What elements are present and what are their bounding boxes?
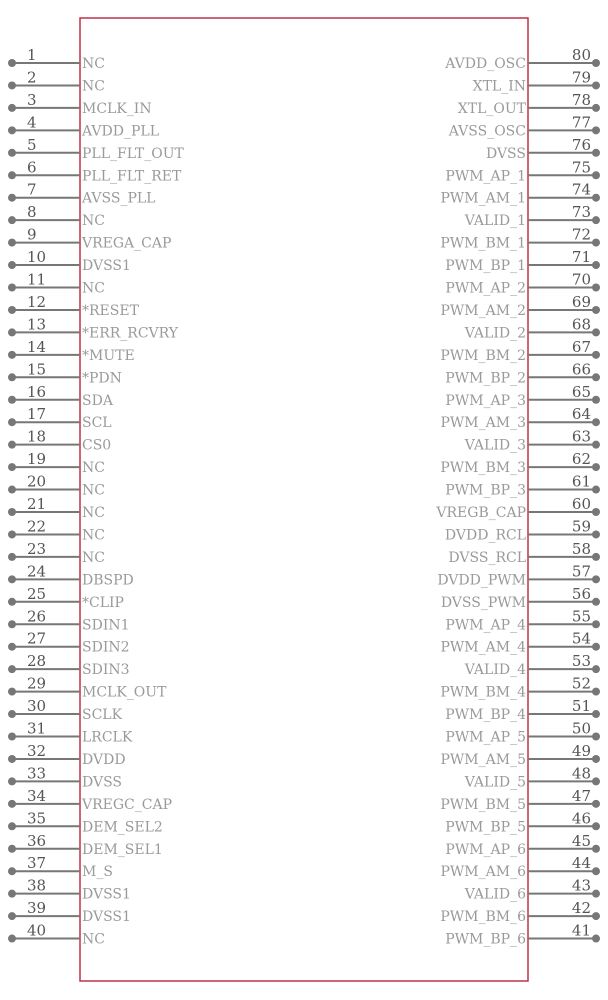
pin-number: 48 [571, 764, 591, 783]
pin-terminal-dot [8, 620, 16, 628]
pin-name: NC [82, 527, 105, 544]
pin-number: 40 [27, 921, 47, 940]
pin-terminal-dot [8, 373, 16, 381]
pin-name: *CLIP [82, 594, 124, 611]
pin-name: VALID_1 [464, 213, 526, 230]
pin-number: 55 [571, 607, 591, 626]
pin-number: 10 [27, 248, 47, 267]
pin-terminal-dot [592, 688, 600, 696]
pin-terminal-dot [592, 755, 600, 763]
pin-terminal-dot [592, 171, 600, 179]
pin-terminal-dot [592, 643, 600, 651]
pin-terminal-dot [592, 351, 600, 359]
pin-number: 68 [571, 315, 591, 334]
pin-name: VALID_6 [464, 886, 526, 903]
pin-terminal-dot [592, 126, 600, 134]
pin-number: 9 [27, 225, 37, 244]
pin-number: 77 [571, 113, 591, 132]
pin-number: 20 [27, 472, 47, 491]
pin-number: 2 [27, 68, 37, 87]
pin-terminal-dot [592, 441, 600, 449]
pin-number: 34 [27, 786, 47, 805]
pin-terminal-dot [8, 216, 16, 224]
pin-name: CS0 [82, 437, 112, 454]
ic-body-outline [80, 18, 528, 981]
pin-name: NC [82, 549, 105, 566]
pin-name: NC [82, 78, 105, 95]
pin-name: PLL_FLT_RET [82, 168, 182, 185]
pin-number: 11 [27, 270, 47, 289]
pin-name: PWM_BP_4 [445, 707, 526, 724]
left-pin-25 [8, 585, 124, 611]
pin-name: NC [82, 931, 105, 948]
pin-terminal-dot [8, 800, 16, 808]
pin-number: 25 [27, 584, 47, 603]
pin-terminal-dot [8, 530, 16, 538]
pin-name: VALID_3 [464, 437, 526, 454]
pin-number: 17 [27, 405, 47, 424]
pin-terminal-dot [592, 396, 600, 404]
pin-terminal-dot [8, 486, 16, 494]
pin-terminal-dot [8, 665, 16, 673]
pin-number: 35 [27, 809, 47, 828]
pin-terminal-dot [8, 935, 16, 943]
pin-number: 26 [27, 607, 47, 626]
pin-name: M_S [82, 864, 113, 881]
pin-name: PWM_AP_2 [445, 280, 526, 297]
pin-number: 39 [27, 899, 47, 918]
pin-terminal-dot [592, 912, 600, 920]
pin-terminal-dot [8, 755, 16, 763]
pin-number: 64 [571, 405, 591, 424]
pin-name: VALID_2 [464, 325, 526, 342]
pin-number: 18 [27, 427, 47, 446]
pin-name: PWM_BP_2 [445, 370, 526, 387]
pin-name: PWM_BM_2 [440, 347, 526, 364]
pin-terminal-dot [8, 81, 16, 89]
pin-number: 49 [571, 741, 591, 760]
pin-number: 46 [571, 809, 591, 828]
pin-terminal-dot [8, 418, 16, 426]
pin-terminal-dot [8, 643, 16, 651]
left-pin-11 [8, 271, 105, 297]
pin-terminal-dot [592, 530, 600, 538]
pin-name: AVSS_OSC [448, 123, 526, 140]
pin-terminal-dot [592, 284, 600, 292]
pin-number: 21 [27, 495, 47, 513]
pin-number: 45 [571, 831, 591, 850]
left-pin-21 [8, 495, 105, 521]
pin-number: 52 [571, 674, 591, 693]
left-pin-30 [8, 697, 123, 723]
pin-terminal-dot [8, 194, 16, 202]
pin-number: 66 [571, 360, 591, 379]
pin-name: DBSPD [82, 572, 134, 589]
pin-terminal-dot [8, 149, 16, 157]
pin-number: 71 [571, 248, 591, 267]
pin-terminal-dot [8, 912, 16, 920]
pin-name: DEM_SEL1 [82, 841, 163, 858]
pin-name: DVDD_RCL [444, 527, 526, 544]
pin-terminal-dot [592, 665, 600, 673]
pin-number: 69 [571, 292, 591, 311]
pin-name: SDIN3 [82, 662, 130, 679]
pin-number: 38 [27, 876, 47, 895]
pin-name: VREGA_CAP [82, 235, 172, 252]
pin-name: PWM_AP_5 [445, 729, 526, 746]
pin-name: PLL_FLT_OUT [82, 145, 184, 162]
pin-terminal-dot [8, 822, 16, 830]
pin-number: 13 [27, 315, 47, 334]
left-pin-16 [8, 383, 114, 409]
left-pin-15 [8, 360, 122, 386]
pin-terminal-dot [592, 463, 600, 471]
pin-number: 42 [571, 899, 591, 918]
pin-terminal-dot [592, 81, 600, 89]
pin-number: 6 [27, 158, 37, 177]
pin-terminal-dot [592, 777, 600, 785]
pin-number: 31 [27, 719, 47, 738]
left-pin-1 [8, 46, 105, 72]
pin-number: 4 [27, 113, 37, 132]
pin-terminal-dot [8, 441, 16, 449]
pin-terminal-dot [8, 575, 16, 583]
pin-terminal-dot [8, 171, 16, 179]
pin-terminal-dot [8, 306, 16, 314]
left-pin-33 [8, 764, 122, 790]
pin-terminal-dot [592, 239, 600, 247]
pin-name: VREGC_CAP [82, 796, 173, 813]
pin-name: PWM_AM_2 [440, 302, 526, 319]
pin-number: 27 [27, 629, 47, 648]
pin-name: PWM_AM_3 [440, 415, 526, 432]
pin-name: DVSS1 [82, 909, 131, 926]
pin-name: DVSS_RCL [448, 549, 526, 566]
pin-terminal-dot [592, 373, 600, 381]
pin-terminal-dot [592, 575, 600, 583]
pin-name: DVDD [82, 751, 126, 768]
pin-terminal-dot [8, 710, 16, 718]
pin-terminal-dot [8, 508, 16, 516]
pin-number: 23 [27, 539, 47, 558]
pin-terminal-dot [592, 328, 600, 336]
left-pin-17 [8, 405, 112, 431]
pin-terminal-dot [592, 418, 600, 426]
pin-number: 33 [27, 764, 47, 783]
pin-name: MCLK_IN [82, 100, 152, 117]
left-pin-18 [8, 428, 111, 454]
pin-number: 79 [571, 68, 591, 87]
pin-terminal-dot [592, 890, 600, 898]
pin-terminal-dot [592, 822, 600, 830]
pin-terminal-dot [8, 396, 16, 404]
pin-terminal-dot [8, 867, 16, 875]
pin-number: 1 [27, 46, 37, 64]
pin-name: DVSS_PWM [440, 594, 526, 611]
pin-name: *MUTE [82, 347, 135, 364]
pin-terminal-dot [8, 261, 16, 269]
pin-name: NC [82, 460, 105, 477]
pin-name: AVDD_OSC [445, 56, 526, 72]
left-pin-37 [8, 854, 113, 880]
pin-name: PWM_AM_1 [440, 190, 526, 207]
pin-terminal-dot [592, 261, 600, 269]
pin-terminal-dot [592, 598, 600, 606]
pin-terminal-dot [592, 800, 600, 808]
pin-number: 73 [571, 203, 591, 222]
pin-terminal-dot [592, 867, 600, 875]
pin-number: 53 [571, 652, 591, 671]
left-pin-2 [8, 68, 105, 94]
pin-name: PWM_AP_3 [445, 392, 526, 409]
pin-name: VALID_5 [464, 774, 526, 791]
pin-terminal-dot [8, 59, 16, 67]
pin-name: AVSS_PLL [82, 190, 156, 207]
pin-terminal-dot [592, 553, 600, 561]
pin-name: VALID_4 [464, 662, 526, 679]
left-pin-40 [8, 922, 105, 948]
pin-name: NC [82, 482, 105, 499]
pin-number: 29 [27, 674, 47, 693]
pin-number: 58 [571, 539, 591, 558]
pin-name: PWM_AM_5 [440, 751, 526, 768]
left-pin-column [8, 46, 184, 948]
pin-name: NC [82, 505, 105, 521]
pin-number: 62 [571, 450, 591, 469]
pin-terminal-dot [592, 216, 600, 224]
pin-name: SDIN1 [82, 617, 130, 634]
pin-terminal-dot [8, 598, 16, 606]
pin-terminal-dot [8, 284, 16, 292]
left-pin-23 [8, 540, 105, 566]
pin-name: PWM_BP_5 [445, 819, 526, 836]
pin-number: 74 [571, 180, 591, 199]
pin-name: PWM_AM_4 [440, 639, 526, 656]
pin-terminal-dot [592, 935, 600, 943]
pin-number: 54 [571, 629, 591, 648]
pin-terminal-dot [592, 620, 600, 628]
pin-name: PWM_BM_3 [440, 460, 526, 477]
pin-number: 78 [571, 90, 591, 109]
left-pin-19 [8, 450, 105, 476]
pin-name: SCLK [82, 707, 123, 724]
pin-name: PWM_BP_6 [445, 931, 526, 948]
pin-number: 56 [571, 584, 591, 603]
pin-name: LRCLK [82, 729, 133, 746]
pin-number: 36 [27, 831, 47, 850]
pin-name: PWM_AP_4 [445, 617, 526, 634]
pin-name: *RESET [82, 302, 139, 319]
pin-number: 51 [571, 697, 591, 716]
pin-name: MCLK_OUT [82, 684, 167, 701]
pin-terminal-dot [8, 239, 16, 247]
pin-name: PWM_BM_1 [440, 235, 526, 252]
pin-name: *ERR_RCVRY [82, 325, 179, 342]
right-pin-column [435, 46, 600, 948]
pin-terminal-dot [592, 486, 600, 494]
pin-terminal-dot [592, 104, 600, 112]
pin-terminal-dot [592, 59, 600, 67]
pin-number: 37 [27, 854, 47, 873]
pin-number: 8 [27, 203, 37, 222]
pin-number: 19 [27, 450, 47, 469]
pin-name: SDA [82, 392, 113, 409]
pin-terminal-dot [8, 351, 16, 359]
pin-name: PWM_AM_6 [440, 864, 526, 881]
pin-number: 70 [571, 270, 591, 289]
pin-name: DEM_SEL2 [82, 819, 163, 836]
pin-number: 30 [27, 697, 47, 716]
pin-number: 5 [27, 135, 37, 154]
pin-number: 47 [571, 786, 591, 805]
pin-number: 32 [27, 741, 47, 760]
pin-name: DVSS1 [82, 258, 131, 275]
pin-number: 43 [571, 876, 591, 895]
pin-name: DVSS [82, 774, 123, 791]
pin-name: PWM_AP_1 [445, 168, 526, 185]
pin-number: 63 [571, 427, 591, 446]
pin-number: 44 [571, 854, 591, 873]
pin-name: SCL [82, 415, 112, 432]
pin-terminal-dot [592, 306, 600, 314]
pin-terminal-dot [8, 328, 16, 336]
pin-number: 12 [27, 292, 47, 311]
pin-number: 76 [571, 135, 591, 154]
pin-number: 60 [571, 495, 591, 513]
pin-terminal-dot [8, 777, 16, 785]
pin-name: SDIN2 [82, 639, 130, 656]
pin-number: 16 [27, 382, 47, 401]
pin-name: NC [82, 280, 105, 297]
pin-terminal-dot [8, 463, 16, 471]
pin-number: 72 [571, 225, 591, 244]
pin-number: 7 [27, 180, 37, 199]
pin-terminal-dot [592, 733, 600, 741]
pin-name: DVSS [485, 145, 526, 162]
right-pin-41 [445, 922, 600, 948]
pin-number: 80 [571, 46, 591, 64]
pin-number: 15 [27, 360, 47, 379]
pin-number: 28 [27, 652, 47, 671]
pin-name: AVDD_PLL [82, 123, 159, 140]
pin-name: NC [82, 213, 105, 230]
pin-name: PWM_BM_4 [440, 684, 526, 701]
pin-name: PWM_BP_1 [445, 258, 526, 275]
pin-terminal-dot [8, 688, 16, 696]
pin-name: NC [82, 56, 105, 72]
pin-number: 22 [27, 517, 47, 536]
pin-terminal-dot [8, 126, 16, 134]
pin-number: 24 [27, 562, 47, 581]
left-pin-22 [8, 517, 105, 543]
pin-number: 75 [571, 158, 591, 177]
pin-terminal-dot [8, 890, 16, 898]
pin-number: 59 [571, 517, 591, 536]
pin-terminal-dot [592, 710, 600, 718]
pin-number: 3 [27, 90, 37, 109]
pin-number: 14 [27, 337, 47, 356]
left-pin-32 [8, 742, 126, 768]
pin-number: 41 [571, 921, 591, 940]
pin-terminal-dot [8, 845, 16, 853]
pin-name: DVSS1 [82, 886, 131, 903]
pin-terminal-dot [592, 149, 600, 157]
pin-name: PWM_AP_6 [445, 841, 526, 858]
pin-name: *PDN [82, 370, 122, 387]
pin-number: 65 [571, 382, 591, 401]
pin-name: DVDD_PWM [437, 572, 526, 589]
pin-number: 50 [571, 719, 591, 738]
pin-name: XTL_OUT [457, 100, 526, 117]
pin-number: 67 [571, 337, 591, 356]
pin-terminal-dot [8, 733, 16, 741]
pin-terminal-dot [8, 104, 16, 112]
pin-name: PWM_BM_5 [440, 796, 526, 813]
pin-terminal-dot [592, 845, 600, 853]
pin-name: PWM_BP_3 [445, 482, 526, 499]
pin-terminal-dot [8, 553, 16, 561]
pin-name: XTL_IN [472, 78, 526, 95]
left-pin-8 [8, 203, 105, 229]
pin-number: 61 [571, 472, 591, 491]
left-pin-20 [8, 473, 105, 499]
pin-name: VREGB_CAP [436, 505, 526, 521]
pin-terminal-dot [592, 508, 600, 516]
pin-name: PWM_BM_6 [440, 909, 526, 926]
pin-number: 57 [571, 562, 591, 581]
pin-terminal-dot [592, 194, 600, 202]
